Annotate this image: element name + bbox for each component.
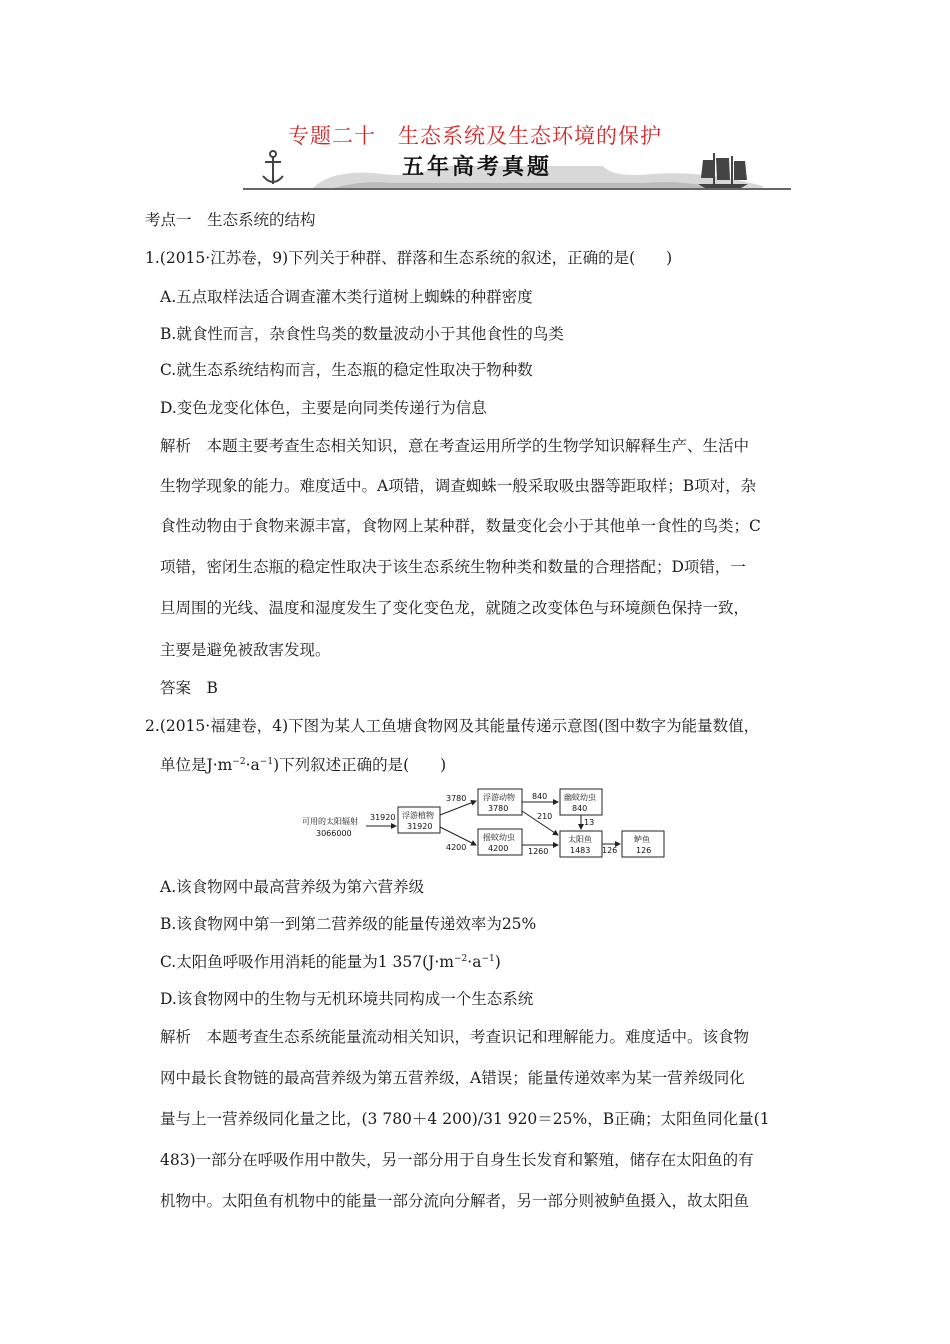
page-title: 专题二十 生态系统及生态环境的保护 bbox=[288, 124, 662, 148]
question-2-analysis-line: 483)一部分在呼吸作用中散失，另一部分用于自身生长发育和繁殖，储存在太阳鱼的有 bbox=[160, 1151, 754, 1169]
anchor-icon bbox=[263, 151, 283, 184]
question-1-option-c: C.就生态系统结构而言，生态瓶的稳定性取决于物种数 bbox=[160, 361, 533, 379]
edge-label: 13 bbox=[584, 818, 595, 827]
question-1-analysis-line: 食性动物由于食物来源丰富，食物网上某种群，数量变化会小于其他单一食性的鸟类；C bbox=[160, 517, 761, 535]
section-heading: 考点一 生态系统的结构 bbox=[145, 211, 316, 229]
node-label: 鲈鱼 bbox=[634, 835, 650, 844]
question-2-option-d: D.该食物网中的生物与无机环境共同构成一个生态系统 bbox=[160, 990, 534, 1008]
question-2-option-c: C.太阳鱼呼吸作用消耗的能量为1 $357(J\cdot m^{-2}\cdot a^{-1})$ bbox=[160, 953, 501, 971]
edge-label: 1260 bbox=[528, 847, 549, 856]
node-label: 摇蚊幼虫 bbox=[483, 833, 515, 842]
question-1-analysis-line: 生物学现象的能力。难度适中。A项错，调查蜘蛛一般采取吸虫器等距取样；B项对，杂 bbox=[160, 477, 757, 495]
source-label: 可用的太阳辐射 bbox=[302, 817, 358, 826]
question-2-stem-line-1: 2.(2015·福建卷，4)下图为某人工鱼塘食物网及其能量传递示意图(图中数字为能量数值， bbox=[145, 717, 760, 735]
question-1-stem: 1.(2015·江苏卷，9)下列关于种群、群落和生态系统的叙述，正确的是( ) bbox=[145, 249, 673, 267]
node-label: 太阳鱼 bbox=[568, 835, 592, 844]
node-label: 幽蚊幼虫 bbox=[564, 793, 596, 802]
question-1-option-d: D.变色龙变化体色，主要是向同类传递行为信息 bbox=[160, 399, 487, 417]
question-1-analysis-line: 项错，密闭生态瓶的稳定性取决于该生态系统生物种类和数量的合理搭配；D项错，一 bbox=[160, 558, 746, 576]
node-value: 4200 bbox=[488, 844, 509, 853]
edge-label: 126 bbox=[602, 846, 618, 855]
node-label: 浮游动物 bbox=[483, 793, 515, 802]
question-1-analysis-line: 解析 本题主要考查生态相关知识，意在考查运用所学的生物学知识解释生产、生活中 bbox=[160, 437, 750, 455]
question-1-option-b: B.就食性而言，杂食性鸟类的数量波动小于其他食性的鸟类 bbox=[160, 325, 564, 343]
question-1-analysis-line: 旦周围的光线、温度和湿度发生了变化变色龙，就随之改变体色与环境颜色保持一致， bbox=[160, 599, 750, 617]
question-2-analysis-line: 解析 本题考查生态系统能量流动相关知识，考查识记和理解能力。难度适中。该食物 bbox=[160, 1028, 750, 1046]
question-1-analysis-line: 主要是避免被敌害发现。 bbox=[160, 641, 331, 659]
edge-label: 3780 bbox=[446, 794, 467, 803]
question-2-stem-line-2: 单位是$J\cdot m^{-2}\cdot a^{-1}$)下列叙述正确的是( ) bbox=[160, 756, 447, 774]
question-2-analysis-line: 网中最长食物链的最高营养级为第五营养级，A错误；能量传递效率为某一营养级同化 bbox=[160, 1069, 745, 1087]
edge-label: 4200 bbox=[446, 843, 467, 852]
node-value: 31920 bbox=[407, 822, 433, 831]
edge-label: 840 bbox=[532, 792, 548, 801]
banner-title: 五年高考真题 bbox=[401, 155, 552, 180]
food-web-diagram bbox=[300, 787, 680, 859]
node-value: 1483 bbox=[570, 846, 591, 855]
node-value: 840 bbox=[572, 804, 588, 813]
question-2-option-b: B.该食物网中第一到第二营养级的能量传递效率为25% bbox=[160, 915, 537, 933]
question-1-answer: 答案 B bbox=[160, 679, 218, 697]
edge-label: 210 bbox=[537, 812, 553, 821]
node-value: 3780 bbox=[488, 804, 509, 813]
question-2-analysis-line: 机物中。太阳鱼有机物中的能量一部分流向分解者，另一部分则被鲈鱼摄入，故太阳鱼 bbox=[160, 1192, 750, 1210]
question-2-analysis-line: 量与上一营养级同化量之比，(3 780＋4 200)/31 920＝25%，B正确；太阳鱼同化量(1 bbox=[160, 1110, 770, 1128]
question-1-option-a: A.五点取样法适合调查灌木类行道树上蜘蛛的种群密度 bbox=[160, 288, 533, 306]
edge-label: 31920 bbox=[370, 813, 396, 822]
question-2-option-a: A.该食物网中最高营养级为第六营养级 bbox=[160, 878, 425, 896]
node-label: 浮游植物 bbox=[402, 811, 434, 820]
source-value: 3066000 bbox=[316, 829, 352, 838]
node-value: 126 bbox=[636, 846, 652, 855]
